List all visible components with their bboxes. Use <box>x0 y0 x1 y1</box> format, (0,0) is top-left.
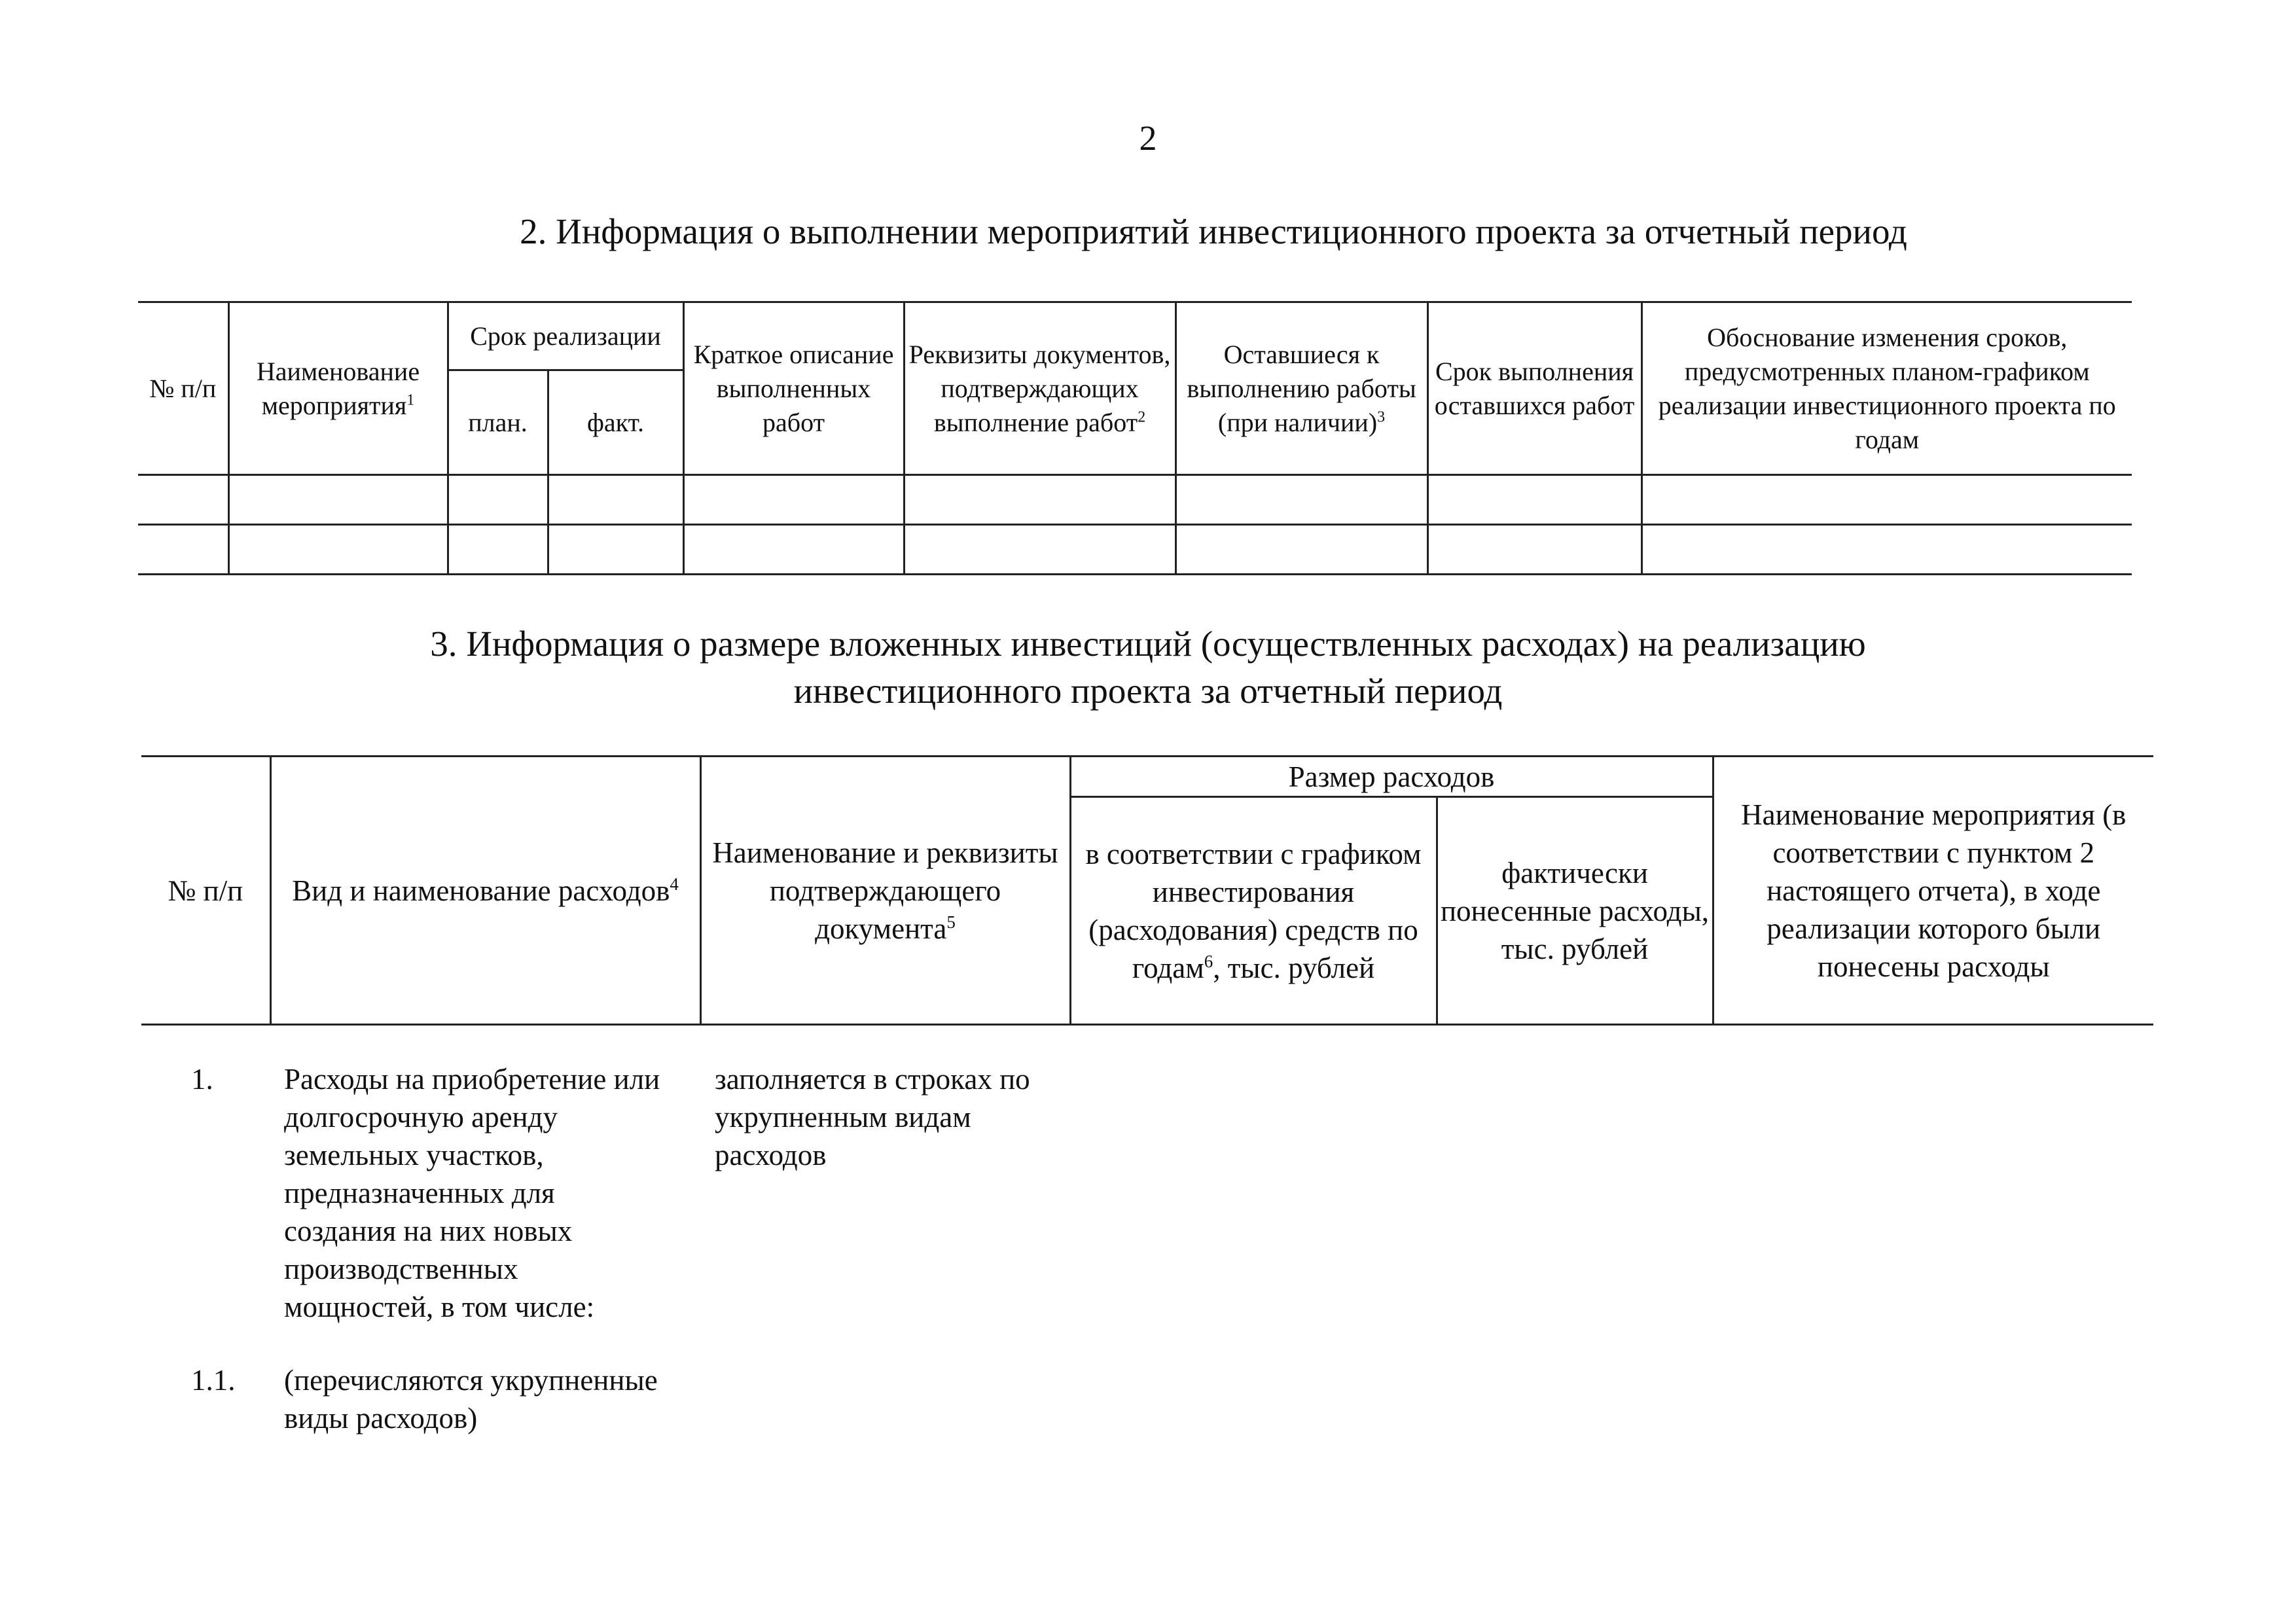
list-item <box>141 1060 2153 1326</box>
header-planned-expenses: в соответствии с графиком инвестирования (расходования) средств по годам$^6$, тыс. рублей <box>1070 797 1437 1025</box>
page-number: 2 <box>1139 118 1157 158</box>
header-description: Краткое описание выполненных работ <box>683 302 904 475</box>
header-remaining-works: Оставшиеся к выполнению работы (при наличии)$^3$ <box>1175 302 1427 475</box>
header-activity-name: Наименование мероприятия$^1$ <box>228 302 448 475</box>
header-expense-kind: Вид и наименование расходов$^4$ <box>270 757 700 1025</box>
activities-table <box>138 301 2132 575</box>
list-item <box>141 1361 2153 1437</box>
header-expense-size: Размер расходов <box>1070 757 1713 797</box>
header-event-name: Наименование мероприятия (в соответствии с пунктом 2 настоящего отчета), в ходе реализации которого были понесены расходы <box>1713 757 2153 1025</box>
expenses-list <box>141 1060 2153 1472</box>
table-row <box>138 475 2132 525</box>
row-expense-kind: (перечисляются укрупненные виды расходов) <box>284 1364 658 1435</box>
header-term: Срок реализации <box>448 302 683 370</box>
row-document-note: заполняется в строках по укрупненным видам расходов <box>715 1063 1030 1171</box>
header-remaining-term: Срок выполнения оставшихся работ <box>1427 302 1641 475</box>
row-number: 1. <box>191 1063 213 1096</box>
header-num: № п/п <box>141 757 270 1025</box>
header-num: № п/п <box>138 302 228 475</box>
row-expense-kind: Расходы на приобретение или долгосрочную аренду земельных участков, предназначенных для создания на них новых производственных мощностей, в том числе: <box>284 1063 660 1323</box>
table-row <box>138 525 2132 575</box>
header-term-fact: факт. <box>548 370 683 475</box>
header-documents: Реквизиты документов, подтверждающих выполнение работ$^2$ <box>904 302 1175 475</box>
header-justification: Обоснование изменения сроков, предусмотренных планом-графиком реализации инвестиционного проекта по годам <box>1641 302 2132 475</box>
section-2-title: 2. Информация о выполнении мероприятий инвестиционного проекта за отчетный период <box>520 211 1907 251</box>
row-number: 1.1. <box>191 1364 236 1397</box>
expenses-table <box>141 755 2153 1026</box>
header-term-plan: план. <box>448 370 548 475</box>
header-actual-expenses: фактически понесенные расходы, тыс. рублей <box>1437 797 1713 1025</box>
header-document: Наименование и реквизиты подтверждающего документа$^5$ <box>700 757 1070 1025</box>
section-3-title: 3. Информация о размере вложенных инвестиций (осуществленных расходах) на реализацию инвестиционного проекта за отчетный период <box>430 624 1866 711</box>
